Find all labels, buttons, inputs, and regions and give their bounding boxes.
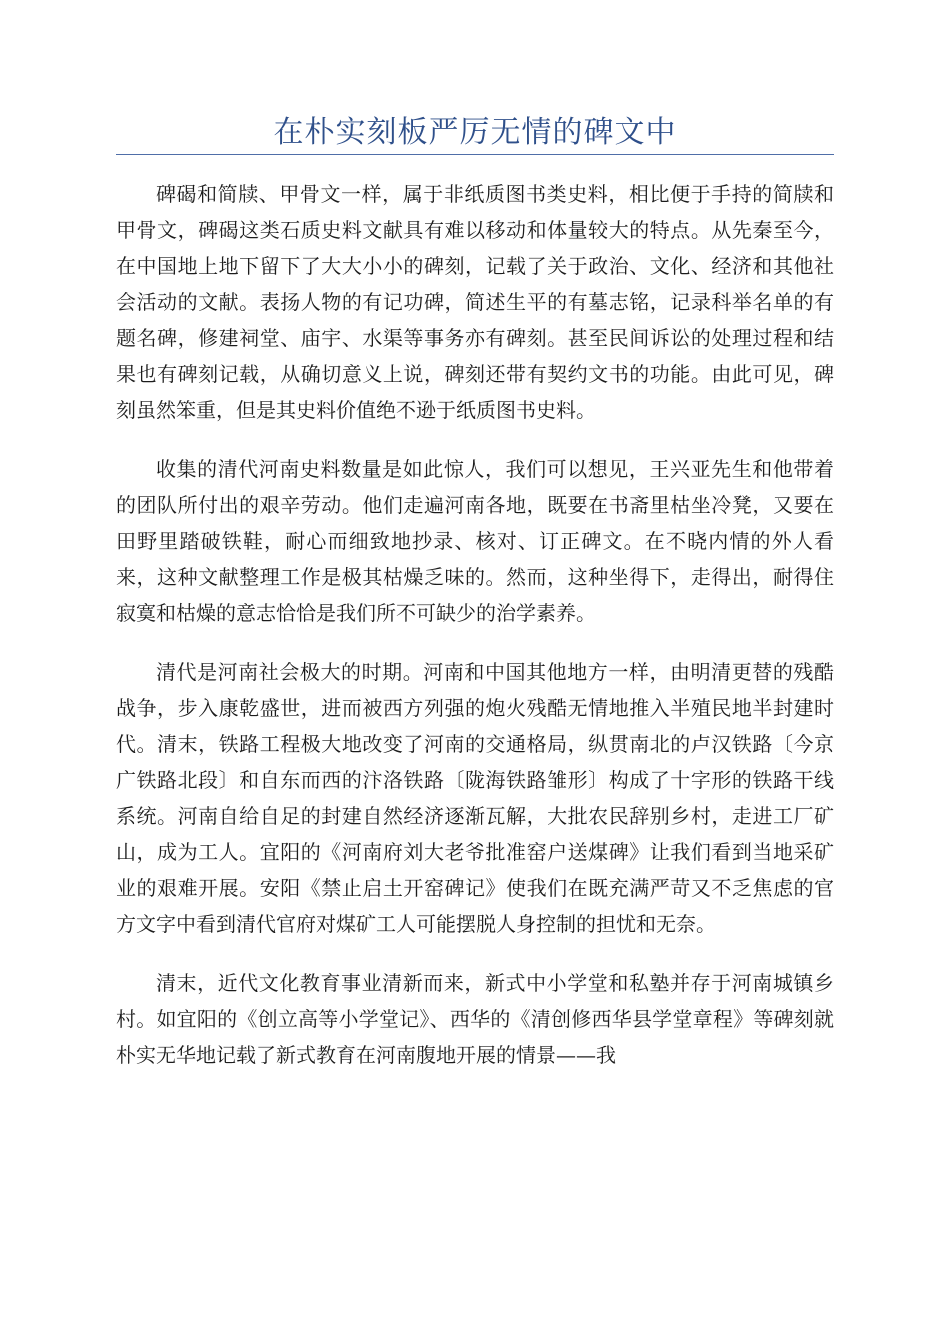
title-underline: [116, 154, 834, 155]
paragraph-1: 碑碣和简牍、甲骨文一样，属于非纸质图书类史料，相比便于手持的简牍和甲骨文，碑碣这类石质史料文献具有难以移动和体量较大的特点。从先秦至今，在中国地上地下留下了大大小小的碑刻，记载了关于政治、文化、经济和其他社会活动的文献。表扬人物的有记功碑，简述生平的有墓志铭，记录科举名单的有题名碑，修建祠堂、庙宇、水渠等事务亦有碑刻。甚至民间诉讼的处理过程和结果也有碑刻记载，从确切意义上说，碑刻还带有契约文书的功能。由此可见，碑刻虽然笨重，但是其史料价值绝不逊于纸质图书史料。: [116, 182, 834, 422]
paragraph-2: 收集的清代河南史料数量是如此惊人，我们可以想见，王兴亚先生和他带着的团队所付出的艰辛劳动。他们走遍河南各地，既要在书斋里枯坐冷凳，又要在田野里踏破铁鞋，耐心而细致地抄录、核对、订正碑文。在不晓内情的外人看来，这种文献整理工作是极其枯燥乏味的。然而，这种坐得下，走得出，耐得住寂寞和枯燥的意志恰恰是我们所不可缺少的治学素养。: [116, 457, 834, 625]
document-title: 在朴实刻板严厉无情的碑文中: [273, 115, 677, 150]
paragraph-3: 清代是河南社会极大的时期。河南和中国其他地方一样，由明清更替的残酷战争，步入康乾盛世，进而被西方列强的炮火残酷无情地推入半殖民地半封建时代。清末，铁路工程极大地改变了河南的交通格局，纵贯南北的卢汉铁路〔今京广铁路北段〕和自东而西的汴洛铁路〔陇海铁路雏形〕构成了十字形的铁路干线系统。河南自给自足的封建自然经济逐渐瓦解，大批农民辞别乡村，走进工厂矿山，成为工人。宜阳的《河南府刘大老爷批准窑户送煤碑》让我们看到当地采矿业的艰难开展。安阳《禁止启土开窑碑记》使我们在既充满严苛又不乏焦虑的官方文字中看到清代官府对煤矿工人可能摆脱人身控制的担忧和无奈。: [116, 660, 834, 936]
paragraph-4: 清末，近代文化教育事业清新而来，新式中小学堂和私塾并存于河南城镇乡村。如宜阳的《创立高等小学堂记》、西华的《清创修西华县学堂章程》等碑刻就朴实无华地记载了新式教育在河南腹地开展的情景——我: [116, 971, 834, 1067]
document-body: [116, 176, 834, 1096]
